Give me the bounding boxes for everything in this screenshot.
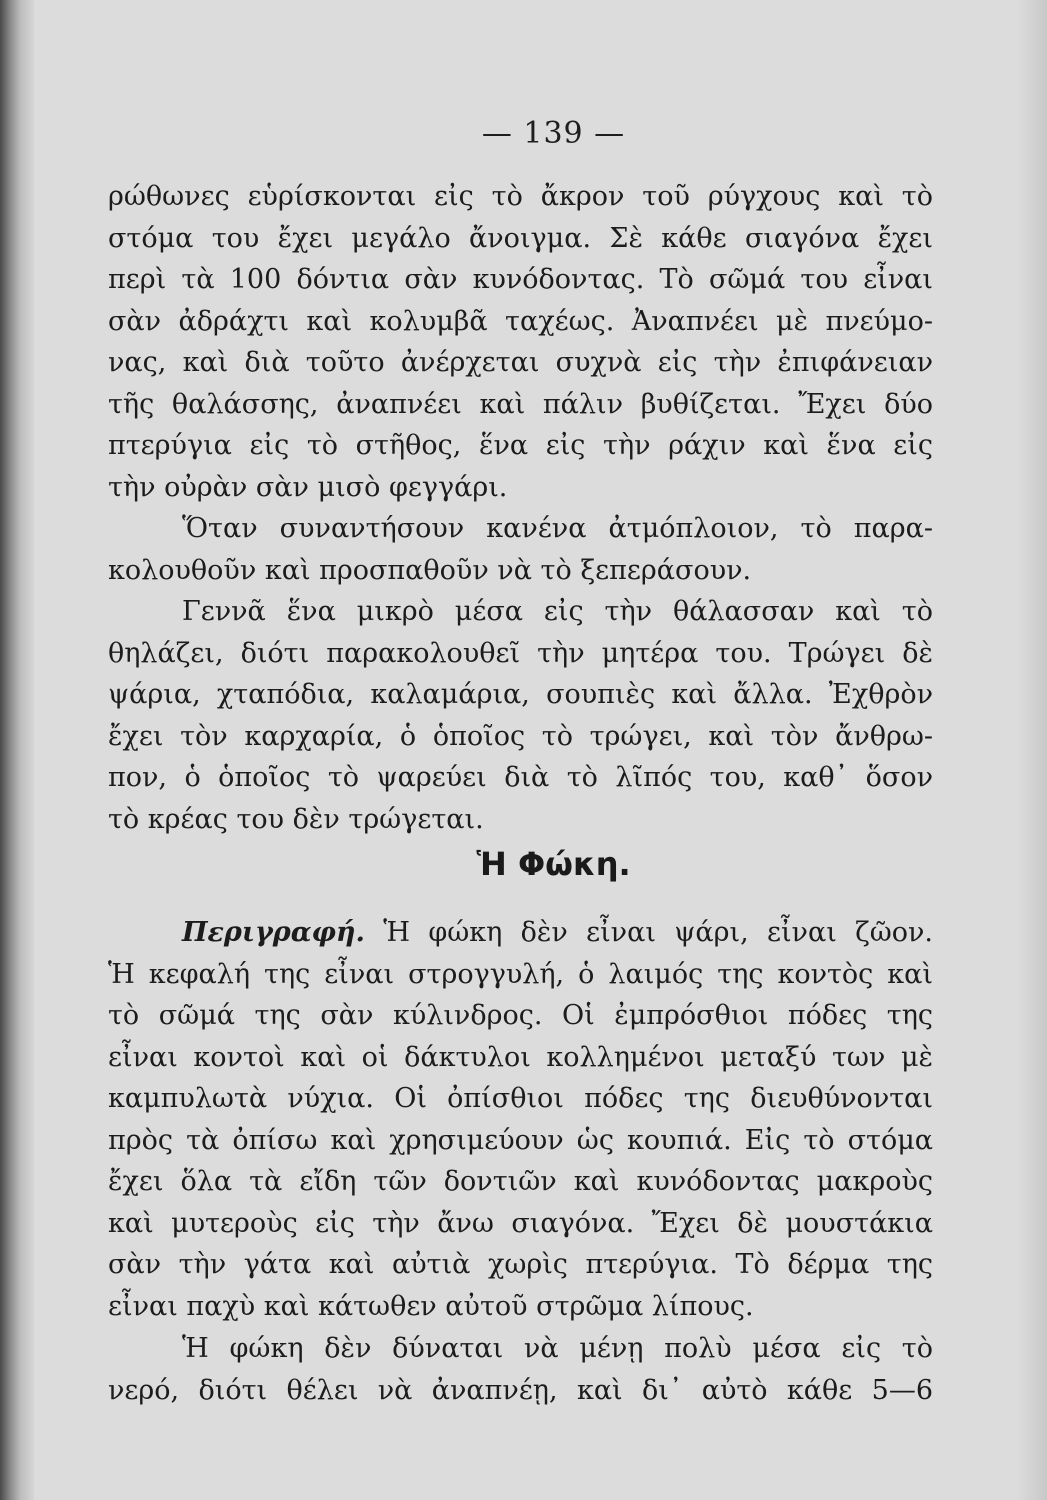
text-line: τὸ σῶμά της σὰν κύλινδρος. Οἱ ἐμπρόσθιοι πόδες της xyxy=(108,1000,933,1031)
book-spine-shadow xyxy=(0,0,34,1500)
text-line: ψάρια, χταπόδια, καλαμάρια, σουπιὲς καὶ ἄλλα. Ἐχθρὸν xyxy=(108,679,933,710)
text-line: καὶ μυτεροὺς εἰς τὴν ἄνω σιαγόνα. Ἔχει δὲ μουστάκια xyxy=(108,1207,933,1239)
paragraph-dolphin-young xyxy=(108,591,933,840)
page-edge-shade xyxy=(1017,0,1047,1500)
text-line-rest: Ἡ φώκη δὲν εἶναι ψάρι, εἶναι ζῶον. xyxy=(383,917,933,948)
text-line: σὰν τὴν γάτα καὶ αὐτιὰ χωρὶς πτερύγια. Τὸ δέρμα της xyxy=(108,1249,933,1280)
text-line: εἶναι κοντοὶ καὶ οἱ δάκτυλοι κολλημένοι μεταξύ των μὲ xyxy=(108,1041,933,1073)
paragraph-seal-description xyxy=(108,912,933,1327)
paragraph-dolphin-anatomy xyxy=(108,176,933,508)
text-line: ἔχει τὸν καρχαρία, ὁ ὁποῖος τὸ τρώγει, καὶ τὸν ἄνθρω- xyxy=(108,720,933,752)
text-line: ἔχει ὅλα τὰ εἴδη τῶν δοντιῶν καὶ κυνόδοντας μακροὺς xyxy=(108,1166,933,1197)
text-line: περὶ τὰ 100 δόντια σὰν κυνόδοντας. Τὸ σῶμά του εἶναι xyxy=(108,264,933,295)
text-line: ρώθωνες εὑρίσκονται εἰς τὸ ἄκρον τοῦ ρύγχους καὶ τὸ xyxy=(108,181,933,212)
description-lead: Περιγραφή. xyxy=(182,917,365,948)
text-line: πτερύγια εἰς τὸ στῆθος, ἕνα εἰς τὴν ράχιν καὶ ἕνα εἰς xyxy=(108,430,933,461)
text-line: νας, καὶ διὰ τοῦτο ἀνέρχεται συχνὰ εἰς τὴν ἐπιφάνειαν xyxy=(108,347,933,378)
paragraph-seal-breathing xyxy=(108,1328,933,1411)
text-line: Ὅταν συναντήσουν κανένα ἀτμόπλοιον, τὸ παρα- xyxy=(182,513,933,544)
text-line: πρὸς τὰ ὀπίσω καὶ χρησιμεύουν ὡς κουπιά. Εἰς τὸ στόμα xyxy=(108,1124,933,1156)
text-line: Γεννᾶ ἕνα μικρὸ μέσα εἰς τὴν θάλασσαν καὶ τὸ xyxy=(182,596,933,627)
text-line: θηλάζει, διότι παρακολουθεῖ τὴν μητέρα του. Τρώγει δὲ xyxy=(108,637,933,669)
section-heading: Ἡ Φώκη. xyxy=(476,845,631,883)
text-line: καμπυλωτὰ νύχια. Οἱ ὀπίσθιοι πόδες της διευθύνονται xyxy=(108,1083,933,1114)
text-line: στόμα του ἔχει μεγάλο ἄνοιγμα. Σὲ κάθε σιαγόνα ἔχει xyxy=(108,222,933,254)
text-line-first xyxy=(108,912,933,954)
text-line: πον, ὁ ὁποῖος τὸ ψαρεύει διὰ τὸ λῖπός του, καθ᾽ ὅσον xyxy=(108,762,933,793)
paragraph-dolphin-ships xyxy=(108,508,933,591)
text-line: σὰν ἀδράχτι καὶ κολυμβᾶ ταχέως. Ἀναπνέει μὲ πνεύμο- xyxy=(108,305,933,337)
text-line: τὴν οὐρὰν σὰν μισὸ φεγγάρι. xyxy=(108,471,508,503)
text-line: εἶναι παχὺ καὶ κάτωθεν αὐτοῦ στρῶμα λίπους. xyxy=(108,1290,754,1322)
text-line: κολουθοῦν καὶ προσπαθοῦν νὰ τὸ ξεπεράσουν. xyxy=(108,554,752,586)
text-line: Ἡ φώκη δὲν δύναται νὰ μένῃ πολὺ μέσα εἰς τὸ xyxy=(182,1333,933,1364)
text-line: νερό, διότι θέλει νὰ ἀναπνέῃ, καὶ δι᾽ αὐτὸ κάθε 5—6 xyxy=(108,1374,933,1406)
text-line: Ἡ κεφαλή της εἶναι στρογγυλή, ὁ λαιμός της κοντὸς καὶ xyxy=(108,958,933,990)
text-line: τῆς θαλάσσης, ἀναπνέει καὶ πάλιν βυθίζεται. Ἔχει δύο xyxy=(108,388,933,420)
text-line: τὸ κρέας του δὲν τρώγεται. xyxy=(108,803,484,835)
page-number: — 139 — xyxy=(481,116,626,151)
